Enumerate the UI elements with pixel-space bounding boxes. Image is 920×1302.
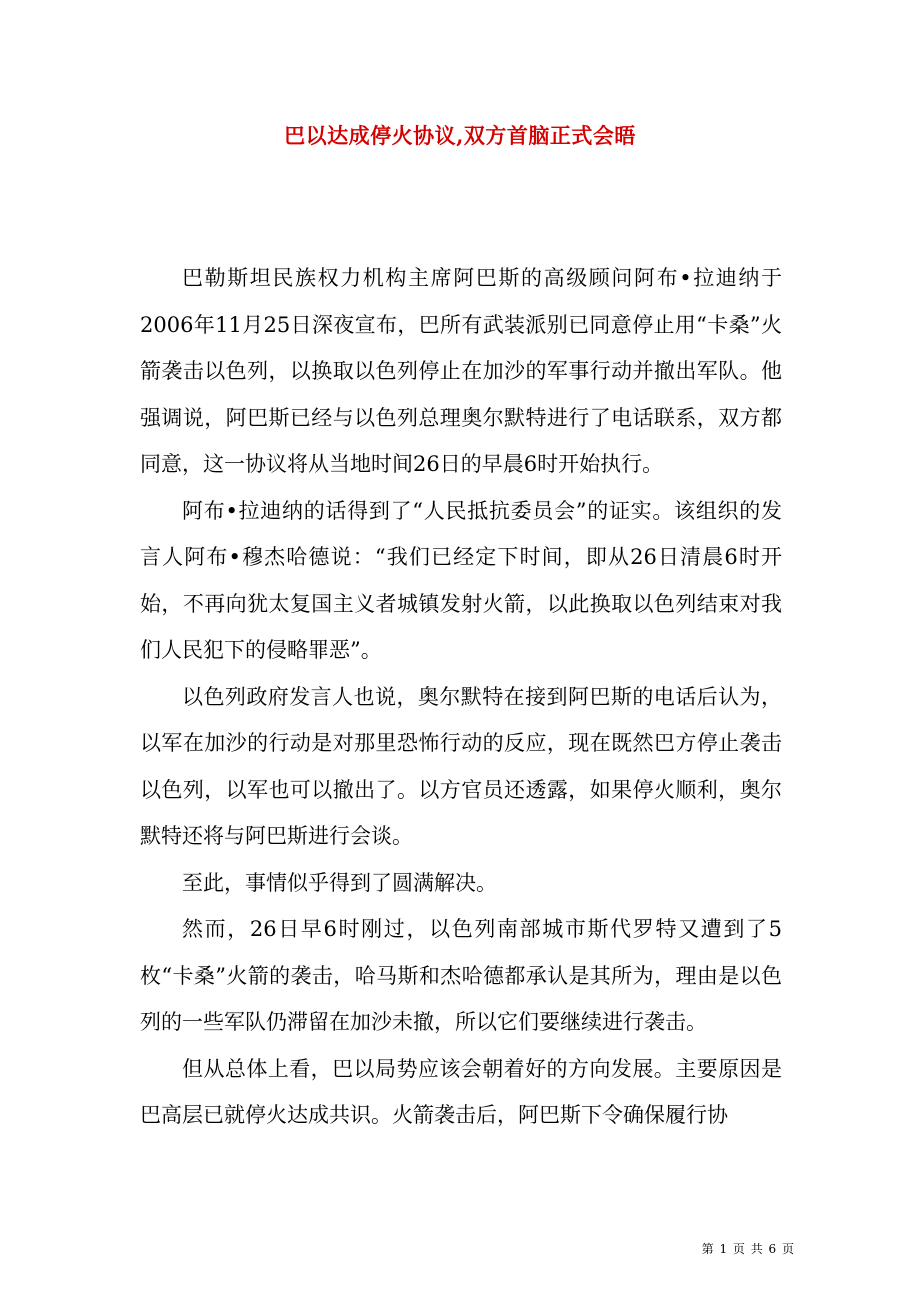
document-title: 巴以达成停火协议,双方首脑正式会晤 xyxy=(284,123,636,148)
paragraph: 至此，事情似乎得到了圆满解决。 xyxy=(182,870,497,895)
paragraph: 阿布•拉迪纳的话得到了“人民抵抗委员会”的证实。该组织的发言人阿布•穆杰哈德说：“我们已经定下时间，即从26日清晨6时开始，不再向犹太复国主义者城镇发射火箭，以此换取以色列结束对我们人民犯下的侵略罪恶”。 xyxy=(140,498,782,662)
paragraph: 但从总体上看，巴以局势应该会朝着好的方向发展。主要原因是巴高层已就停火达成共识。火箭袭击后，阿巴斯下令确保履行协 xyxy=(140,1056,782,1127)
paragraph: 以色列政府发言人也说，奥尔默特在接到阿巴斯的电话后认为，以军在加沙的行动是对那里恐怖行动的反应，现在既然巴方停止袭击以色列，以军也可以撤出了。以方官员还透露，如果停火顺利，奥尔默特还将与阿巴斯进行会谈。 xyxy=(140,684,782,848)
paragraph: 然而，26日早6时刚过，以色列南部城市斯代罗特又遭到了5枚“卡桑”火箭的袭击，哈马斯和杰哈德都承认是其所为，理由是以色列的一些军队仍滞留在加沙未撤，所以它们要继续进行袭击。 xyxy=(140,917,782,1034)
page-number-footer: 第 1 页 共 6 页 xyxy=(701,1242,795,1256)
paragraph: 巴勒斯坦民族权力机构主席阿巴斯的高级顾问阿布•拉迪纳于2006年11月25日深夜宣布，巴所有武装派别已同意停止用“卡桑”火箭袭击以色列，以换取以色列停止在加沙的军事行动并撤出军队。他强调说，阿巴斯已经与以色列总理奥尔默特进行了电话联系，双方都同意，这一协议将从当地时间26日的早晨6时开始执行。 xyxy=(140,266,782,476)
document-body xyxy=(140,255,782,1139)
